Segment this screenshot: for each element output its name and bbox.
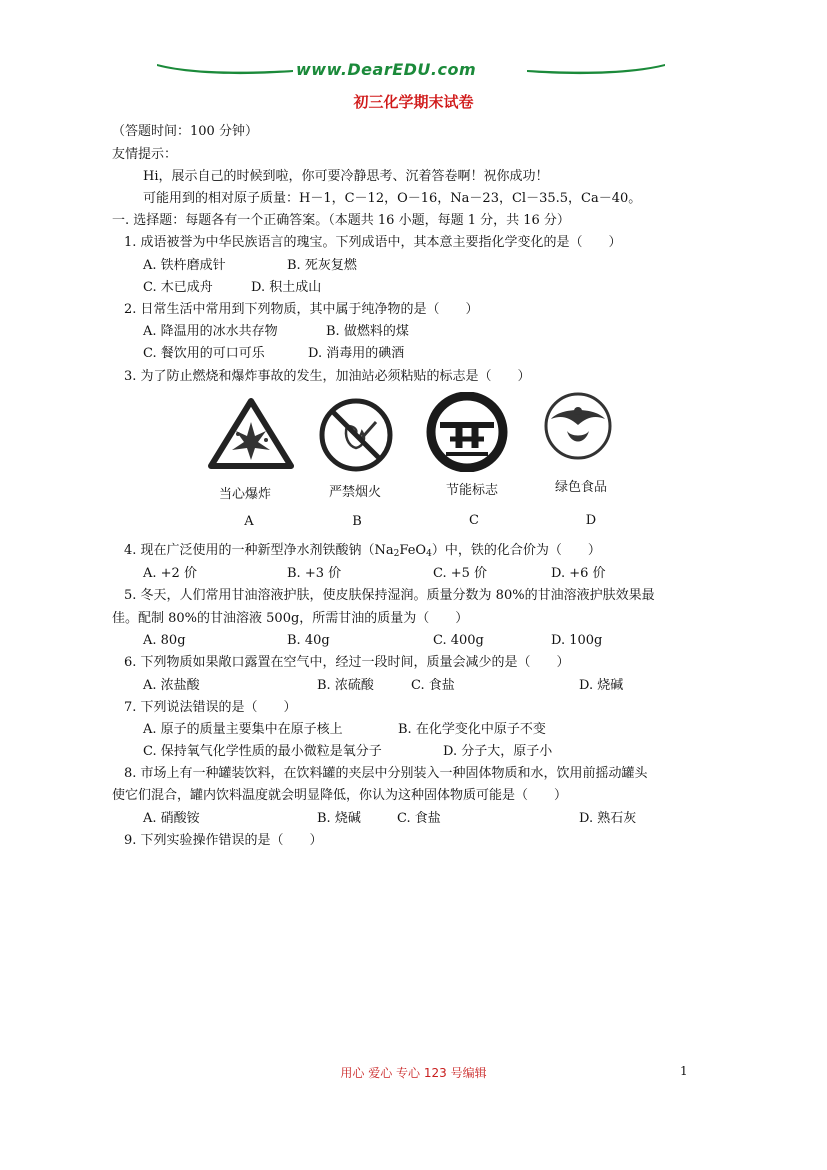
q6-option-b: B. 浓硫酸	[317, 678, 374, 693]
q1-option-b: B. 死灰复燃	[287, 258, 357, 273]
q4-option-b: B. +3 价	[287, 566, 342, 581]
q1-option-a: A. 铁杵磨成针	[143, 258, 226, 273]
q4-stem-post: ）中，铁的化合价为（ ）	[431, 543, 601, 558]
q8-stem-line2: 使它们混合，罐内饮料温度就会明显降低，你认为这种固体物质可能是（ ）	[112, 788, 568, 803]
no-fire-icon	[316, 396, 396, 474]
q5-option-b: B. 40g	[287, 633, 330, 648]
sign-label-b: 严禁烟火	[328, 485, 381, 500]
q4-sub-4: 4	[426, 549, 432, 559]
q5-stem-line2: 佳。配制 80%的甘油溶液 500g，所需甘油的质量为（ ）	[112, 611, 469, 626]
q8-option-c: C. 食盐	[397, 811, 441, 826]
q1-option-d: D. 积土成山	[251, 280, 322, 295]
q7-stem: 7. 下列说法错误的是（ ）	[124, 700, 297, 715]
q6-option-a: A. 浓盐酸	[143, 678, 200, 693]
q4-stem-mid: FeO	[399, 543, 427, 558]
exam-time: （答题时间：100 分钟）	[112, 124, 258, 139]
section-heading: 一. 选择题：每题各有一个正确答案。（本题共 16 小题，每题 1 分，共 16 分）	[112, 213, 570, 228]
q4-option-d: D. +6 价	[551, 566, 606, 581]
q4-stem-pre: 4. 现在广泛使用的一种新型净水剂铁酸钠（Na	[124, 543, 394, 558]
q2-option-b: B. 做燃料的煤	[326, 324, 409, 339]
q6-option-c: C. 食盐	[411, 678, 455, 693]
q2-stem: 2. 日常生活中常用到下列物质，其中属于纯净物的是（ ）	[124, 302, 479, 317]
header-swoosh-right	[525, 62, 667, 76]
q9-stem: 9. 下列实验操作错误的是（ ）	[124, 833, 323, 848]
q2-option-c: C. 餐饮用的可口可乐	[143, 346, 265, 361]
explosion-warning-icon	[208, 398, 294, 470]
sign-letter-b: B	[352, 514, 362, 529]
sign-label-a: 当心爆炸	[218, 487, 271, 502]
q4-option-a: A. +2 价	[143, 566, 197, 581]
q8-option-d: D. 熟石灰	[579, 811, 637, 826]
site-logo-text: www.DearEDU.com	[296, 60, 477, 79]
page-title: 初三化学期末试卷	[353, 93, 474, 111]
q1-stem: 1. 成语被誉为中华民族语言的瑰宝。下列成语中，其本意主要指化学变化的是（ ）	[124, 235, 622, 250]
q7-option-c: C. 保持氧气化学性质的最小微粒是氧分子	[143, 744, 382, 759]
sign-letter-c: C	[469, 513, 479, 528]
sign-letter-d: D	[585, 513, 597, 528]
energy-saving-icon	[426, 392, 508, 472]
q5-option-d: D. 100g	[551, 633, 603, 648]
q3-stem: 3. 为了防止燃烧和爆炸事故的发生，加油站必须粘贴的标志是（ ）	[124, 369, 531, 384]
footer-text: 用心 爱心 专心 123 号编辑	[340, 1066, 487, 1080]
q2-option-d: D. 消毒用的碘酒	[308, 346, 405, 361]
page-number: 1	[680, 1064, 688, 1078]
sign-label-d: 绿色食品	[554, 480, 607, 495]
green-food-icon	[537, 391, 619, 461]
atomic-masses: 可能用到的相对原子质量：H－1，C－12，O－16，Na－23，Cl－35.5，Ca－40。	[143, 191, 642, 206]
q4-option-c: C. +5 价	[433, 566, 488, 581]
sign-label-c: 节能标志	[445, 483, 498, 498]
q6-stem: 6. 下列物质如果敞口露置在空气中，经过一段时间，质量会减少的是（ ）	[124, 655, 570, 670]
q8-option-b: B. 烧碱	[317, 811, 361, 826]
tip-label: 友情提示：	[112, 147, 178, 162]
q7-option-d: D. 分子大，原子小	[443, 744, 553, 759]
q4-stem	[124, 543, 601, 559]
q1-option-c: C. 木已成舟	[143, 280, 213, 295]
q8-option-a: A. 硝酸铵	[143, 811, 200, 826]
q4-sub-2: 2	[393, 549, 400, 559]
q2-option-a: A. 降温用的冰水共存物	[143, 324, 278, 339]
q5-option-c: C. 400g	[433, 633, 484, 648]
sign-letter-a: A	[244, 514, 254, 529]
q8-stem-line1: 8. 市场上有一种罐装饮料，在饮料罐的夹层中分别装入一种固体物质和水，饮用前摇动罐头	[124, 766, 648, 781]
q7-option-b: B. 在化学变化中原子不变	[398, 722, 546, 737]
q6-option-d: D. 烧碱	[579, 678, 624, 693]
header-swoosh-left	[155, 62, 295, 76]
q5-option-a: A. 80g	[143, 633, 186, 648]
q7-option-a: A. 原子的质量主要集中在原子核上	[143, 722, 343, 737]
q5-stem-line1: 5. 冬天，人们常用甘油溶液护肤，使皮肤保持湿润。质量分数为 80%的甘油溶液护肤效果最	[124, 588, 655, 603]
tip-text: Hi，展示自己的时候到啦，你可要冷静思考、沉着答卷啊！祝你成功！	[143, 169, 549, 184]
